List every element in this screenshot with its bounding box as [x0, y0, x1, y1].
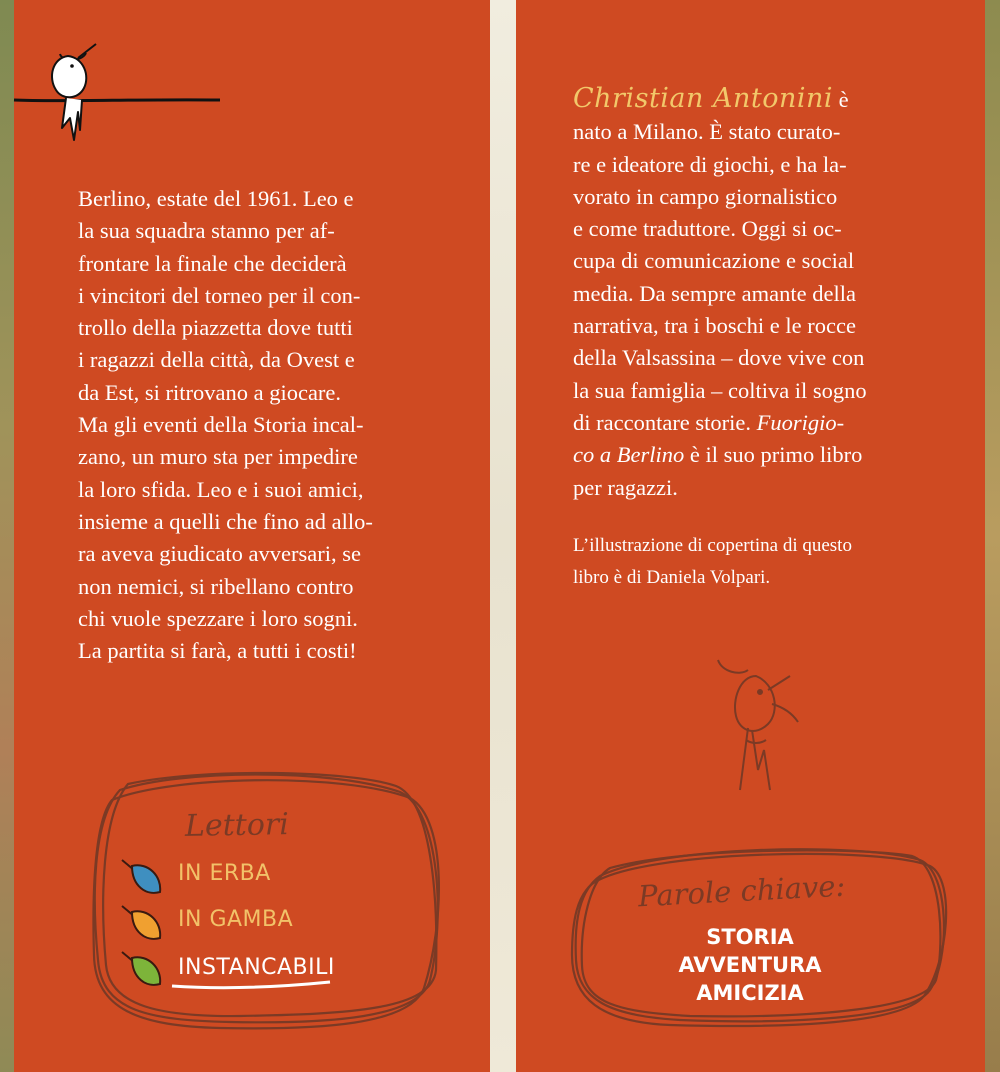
keyword-amicizia: AMICIZIA	[696, 981, 804, 1005]
bio-line: la sua famiglia – coltiva il sogno	[573, 377, 867, 403]
bio-line: di raccontare storie. Fuorigio-	[573, 409, 845, 435]
bio-line: per ragazzi.	[573, 474, 678, 500]
book-title-part: Fuorigio-	[756, 409, 845, 435]
lettori-title: Lettori	[184, 807, 290, 844]
level-instancabili: INSTANCABILI	[178, 955, 335, 980]
bio-line: co a Berlino è il suo primo libro	[573, 442, 863, 468]
level-in-erba: IN ERBA	[178, 861, 271, 886]
parole-chiave-title: Parole chiave:	[637, 868, 847, 914]
bio-line: media. Da sempre amante della	[573, 280, 856, 306]
bio-line: narrativa, tra i boschi e le rocce	[573, 313, 856, 339]
keyword-storia: STORIA	[706, 925, 794, 949]
level-in-gamba: IN GAMBA	[178, 907, 294, 932]
bio-line: re e ideatore di giochi, e ha la-	[573, 151, 847, 177]
keyword-avventura: AVVENTURA	[678, 953, 822, 977]
bio-line-1: Christian Antonini è	[573, 83, 849, 114]
bio-line: della Valsassina – dove vive con	[573, 345, 865, 371]
bio-line: vorato in campo giornalistico	[573, 183, 838, 209]
book-description: Berlino, estate del 1961. Leo e la sua squadra stanno per af- frontare la finale che deciderà i vincitori del torneo per il con- trollo della piazzetta dove tutti i ragazzi della città, da Ovest e da Est, si ritrovano a giocare. Ma gli eventi della Storia incal- zano, un muro sta per impedire la loro sfida. Leo e i suoi amici, insieme a quelli che fino ad allo- ra aveva giudicato avversari, se non nemici, si ribellano contro chi vuole spezzare i loro sogni. La partita si farà, a tutti i costi!	[78, 186, 373, 664]
bio-line: nato a Milano. È stato curato-	[573, 119, 841, 145]
bio-line: cupa di comunicazione e social	[573, 248, 855, 274]
book-title-part: co a Berlino	[573, 442, 685, 468]
illustration-credit: L’illustrazione di copertina di questo libro è di Daniela Volpari.	[573, 535, 852, 588]
bio-line: e come traduttore. Oggi si oc-	[573, 216, 842, 242]
author-name: Christian Antonini	[573, 83, 834, 114]
